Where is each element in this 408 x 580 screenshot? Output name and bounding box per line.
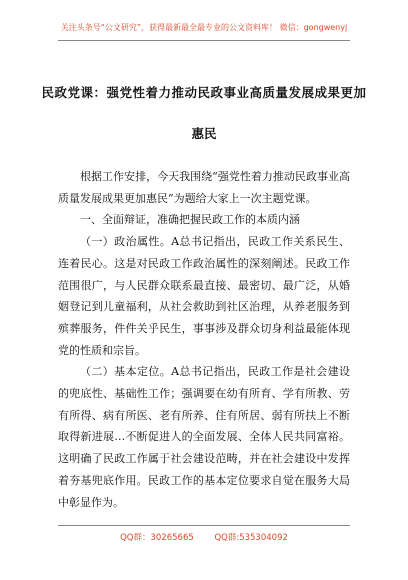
intro-paragraph: 根据工作安排，今天我围绕“强党性着力推动民政事业高质量发展成果更加惠民”为题给大家上一次主题党课。 <box>58 170 350 205</box>
paragraph-basic-positioning: （二）基本定位。A总书记指出，民政工作是社会建设的兜底性、基础性工作；强调要在幼有所育、学有所教、劳有所得、病有所医、老有所养、住有所居、弱有所扶上不断取得新进展…不断促进人的全面发展、全体人民共同富裕。这明确了民政工作属于社会建设范畴，并在社会建设中发挥着夯基兜底作用。民政工作的基本定位要求自觉在服务大局中彰显作为。 <box>58 365 350 509</box>
document-title-line2: 惠民 <box>191 126 217 141</box>
page-footer <box>0 531 408 543</box>
footer-divider <box>58 525 350 526</box>
paragraph-political-attribute: （一）政治属性。A总书记指出，民政工作关系民生、连着民心。这是对民政工作政治属性的深刻阐述。民政工作范围很广，与人民群众联系最直接、最密切、最广泛，从婚姻登记到儿童福利，从社会救助到社区治理，从养老服务到殡葬服务，件件关乎民生，事事涉及群众切身利益最能体现党的性质和宗旨。 <box>58 235 350 357</box>
header-divider <box>58 40 350 41</box>
document-title-line1: 民政党课：强党性着力推动民政事业高质量发展成果更加 <box>41 85 367 100</box>
footer-qq-group-1: QQ群：30265665 <box>120 533 194 543</box>
footer-qq-group-2: QQ群:535304092 <box>214 533 288 543</box>
section-heading-1: 一、全面辩证，准确把握民政工作的本质内涵 <box>80 213 300 227</box>
document-body <box>58 166 350 513</box>
page-header-note: 关注头条号“公文研究”，获得最新最全最专业的公文资料库！ 微信：gongwenyj <box>60 23 348 32</box>
